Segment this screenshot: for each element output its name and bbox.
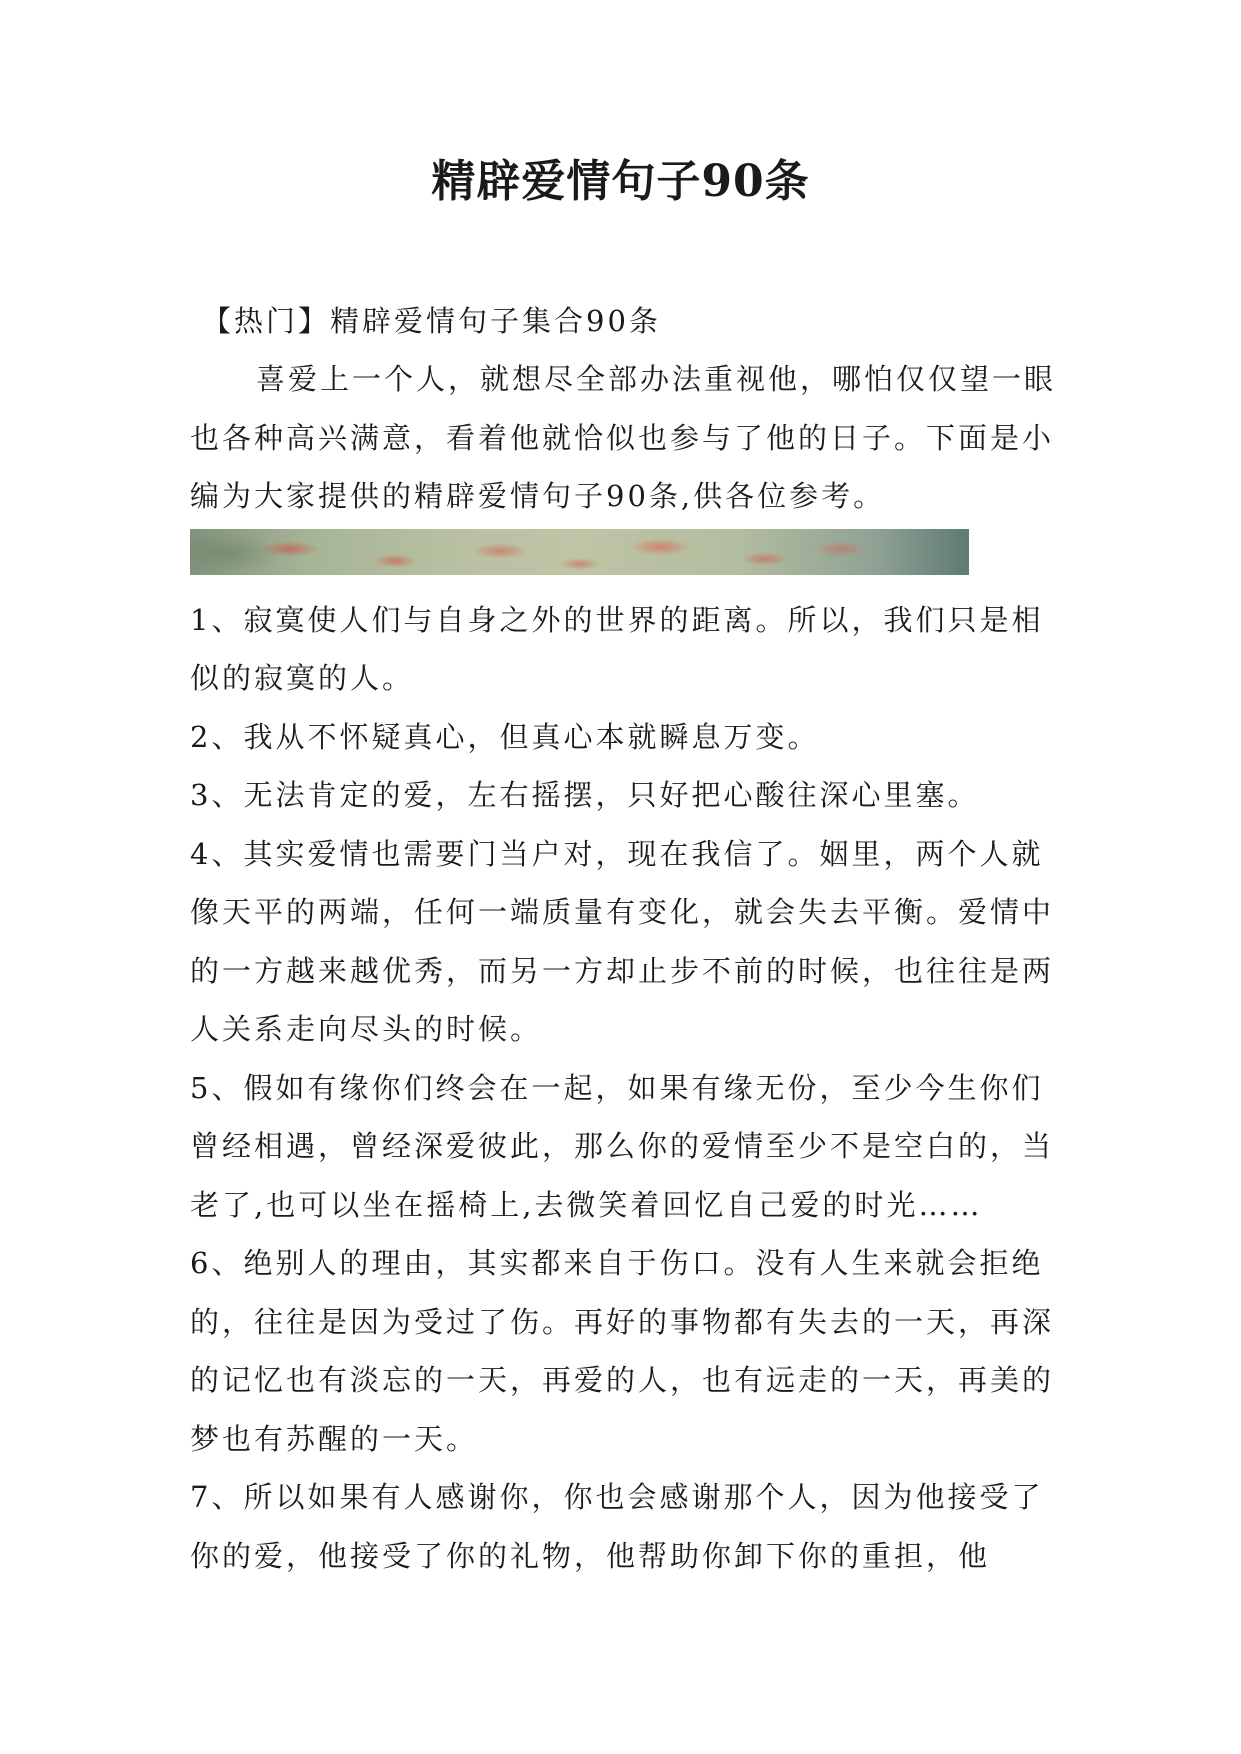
decorative-banner-image (190, 529, 969, 575)
document-subtitle: 【热门】精辟爱情句子集合90条 (202, 304, 661, 338)
quote-list (190, 591, 1070, 1586)
page-title: 精辟爱情句子90条 (431, 156, 810, 207)
list-item: 6、绝别人的理由，其实都来自于伤口。没有人生来就会拒绝的，往往是因为受过了伤。再好的事物都有失去的一天，再深的记忆也有淡忘的一天，再爱的人，也有远走的一天，再美的梦也有苏醒的一天。 (190, 1246, 1055, 1456)
document-body (190, 292, 1070, 1585)
list-item: 4、其实爱情也需要门当户对，现在我信了。姻里，两个人就像天平的两端，任何一端质量有变化，就会失去平衡。爱情中的一方越来越优秀，而另一方却止步不前的时候，也往往是两人关系走向尽头的时候。 (190, 836, 1055, 1046)
intro-paragraph: 喜爱上一个人，就想尽全部办法重视他，哪怕仅仅望一眼也各种高兴满意，看着他就恰似也参与了他的日子。下面是小编为大家提供的精辟爱情句子90条,供各位参考。 (190, 362, 1057, 513)
list-item: 7、所以如果有人感谢你，你也会感谢那个人，因为他接受了你的爱，他接受了你的礼物，他帮助你卸下你的重担，他 (190, 1480, 1044, 1573)
list-item: 3、无法肯定的爱，左右摇摆，只好把心酸往深心里塞。 (190, 778, 980, 812)
list-item: 1、寂寞使人们与自身之外的世界的距离。所以，我们只是相似的寂寞的人。 (190, 602, 1044, 695)
list-item: 5、假如有缘你们终会在一起，如果有缘无份，至少今生你们曾经相遇，曾经深爱彼此，那么你的爱情至少不是空白的，当老了,也可以坐在摇椅上,去微笑着回忆自己爱的时光…… (190, 1070, 1055, 1222)
list-item: 2、我从不怀疑真心，但真心本就瞬息万变。 (190, 719, 820, 754)
